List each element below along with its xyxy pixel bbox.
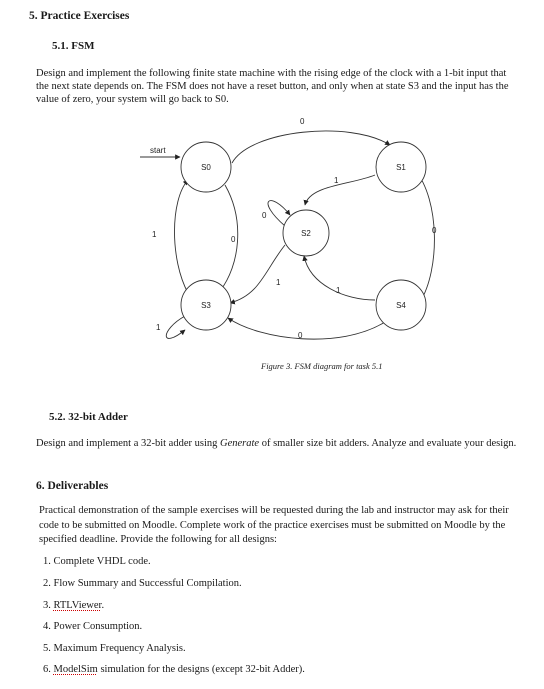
edge-s1-s2 — [305, 175, 375, 205]
fsm-description: Design and implement the following finite state machine with the rising edge of the clock with a 1-bit input that the next state depends on. The FSM does not have a reset button, and only when at state S3 and the input has the value of zero, your system will go back to S0. — [36, 68, 509, 105]
item-6-rest: simulation for the designs (except 32-bit Adder). — [97, 664, 305, 675]
edge-s2-s3 — [230, 245, 285, 303]
item-6-word: ModelSim — [53, 664, 98, 675]
item-3-end: . — [101, 600, 105, 611]
edge-label-s2-self: 0 — [262, 211, 267, 220]
state-s1-label: S1 — [396, 163, 406, 172]
deliverables-description: Practical demonstration of the sample exercises will be requested during the lab and instructor may ask for their code to be submitted on Moodle. Complete work of the practice exercises must be submitted on Moodle by the specified deadline. Provide the following for all designs: — [39, 505, 509, 545]
edge-label-s1-s2: 1 — [334, 176, 339, 185]
section-5-heading: 5. Practice Exercises — [29, 10, 130, 22]
deliverable-item-4: 4. Power Consumption. — [43, 621, 143, 632]
state-s0-label: S0 — [201, 163, 211, 172]
edge-s3-s0 — [175, 180, 189, 293]
start-label: start — [150, 146, 166, 155]
adder-description — [36, 437, 518, 450]
figure-caption: Figure 3. FSM diagram for task 5.1 — [261, 361, 383, 371]
section-5-1-heading: 5.1. FSM — [52, 40, 95, 52]
edge-label-s1-s4: 0 — [432, 226, 437, 235]
item-3-number: 3. — [43, 600, 54, 611]
edge-label-s2-s3: 1 — [276, 278, 281, 287]
edge-label-s0-s1: 0 — [300, 117, 305, 126]
item-3-word: RTLViewer — [53, 600, 102, 611]
section-6-heading: 6. Deliverables — [36, 480, 109, 492]
deliverable-item-3 — [43, 600, 104, 611]
edge-label-s0-s3: 0 — [231, 235, 236, 244]
edge-label-s3-s0: 1 — [152, 230, 157, 239]
section-5-2-heading: 5.2. 32-bit Adder — [49, 411, 128, 423]
item-6-number: 6. — [43, 664, 54, 675]
deliverable-item-5: 5. Maximum Frequency Analysis. — [43, 643, 186, 654]
deliverable-item-1: 1. Complete VHDL code. — [43, 556, 151, 567]
edge-label-s4-s3: 0 — [298, 331, 303, 340]
edge-label-s3-self: 1 — [156, 323, 161, 332]
state-s3-label: S3 — [201, 301, 211, 310]
edge-s4-s3 — [228, 318, 385, 339]
edge-label-s4-s2: 1 — [336, 286, 341, 295]
edge-s1-s4 — [415, 170, 434, 302]
deliverable-item-6 — [43, 664, 305, 675]
adder-text-start: Design and implement a 32-bit adder using — [36, 438, 221, 449]
edge-s3-self — [166, 316, 185, 338]
deliverable-item-2: 2. Flow Summary and Successful Compilation. — [43, 578, 242, 589]
state-s2-label: S2 — [301, 229, 311, 238]
state-s4-label: S4 — [396, 301, 406, 310]
edge-s0-s1 — [232, 131, 390, 163]
adder-text-end: of smaller size bit adders. Analyze and evaluate your design. — [259, 438, 517, 449]
adder-text-emphasis: Generate — [220, 438, 260, 449]
